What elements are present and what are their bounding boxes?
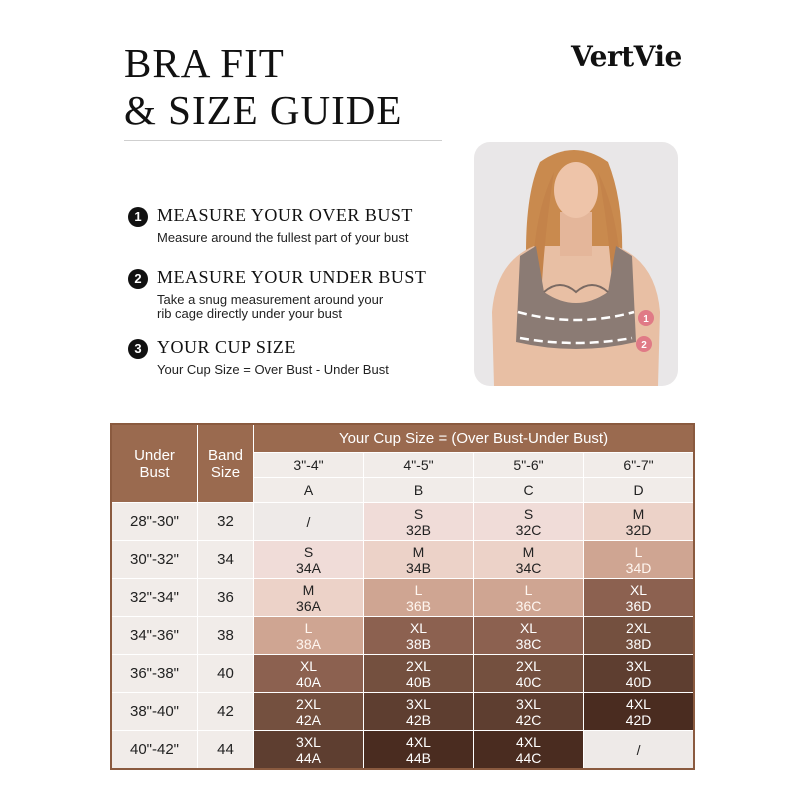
size-code: 40A [296, 673, 321, 690]
size-cell [474, 541, 584, 579]
marker-2-label: 2 [641, 340, 647, 351]
size-label: 3XL [626, 657, 651, 674]
table-row [112, 503, 694, 541]
table-row [112, 693, 694, 731]
size-cell [584, 579, 694, 617]
step-3-number-icon: 3 [128, 339, 148, 359]
step-1-number-icon: 1 [128, 207, 148, 227]
marker-1-label: 1 [643, 314, 649, 325]
size-label: / [306, 513, 311, 530]
size-label: 2XL [296, 695, 321, 712]
band-size-cell: 42 [198, 693, 254, 731]
table-row [112, 655, 694, 693]
under-bust-cell: 28"-30" [112, 503, 198, 541]
table-row [112, 731, 694, 769]
step-3-title: YOUR CUP SIZE [157, 337, 296, 357]
size-cell [584, 541, 694, 579]
under-bust-cell: 38"-40" [112, 693, 198, 731]
size-code: 38C [515, 635, 542, 652]
size-cell [584, 731, 694, 769]
size-label: 2XL [516, 657, 541, 674]
title-line-2: & SIZE GUIDE [124, 87, 403, 133]
size-cell [364, 655, 474, 693]
under-bust-cell: 34"-36" [112, 617, 198, 655]
title-line-1: BRA FIT [124, 40, 285, 86]
size-cell [364, 693, 474, 731]
cup-letter-header: C [474, 478, 584, 503]
size-cell [254, 731, 364, 769]
size-cell [584, 655, 694, 693]
size-label: L [414, 581, 423, 598]
size-code: 34C [515, 559, 542, 576]
size-label: M [522, 543, 535, 560]
size-label: 3XL [516, 695, 541, 712]
cup-range-header: 4"-5" [364, 453, 474, 478]
cup-letter-header: D [584, 478, 694, 503]
under-bust-cell: 30"-32" [112, 541, 198, 579]
size-label: M [632, 505, 645, 522]
size-code: 36D [625, 597, 652, 614]
under-bust-cell: 32"-34" [112, 579, 198, 617]
size-label: S [303, 543, 314, 560]
size-label: XL [629, 581, 648, 598]
cup-letter-header: A [254, 478, 364, 503]
size-chart-body [112, 503, 694, 769]
size-label: S [523, 505, 534, 522]
cup-range-header: 3"-4" [254, 453, 364, 478]
size-cell [364, 579, 474, 617]
size-cell [584, 693, 694, 731]
band-size-cell: 36 [198, 579, 254, 617]
size-cell [474, 731, 584, 769]
size-code: 32C [515, 521, 542, 538]
size-code: 34D [625, 559, 652, 576]
size-cell [254, 579, 364, 617]
size-label: L [634, 543, 643, 560]
size-code: 44B [406, 749, 431, 766]
size-label: / [636, 741, 641, 758]
size-cell [474, 617, 584, 655]
step-2-number-icon: 2 [128, 269, 148, 289]
size-cell [474, 655, 584, 693]
size-label: M [412, 543, 425, 560]
size-code: 32D [625, 521, 652, 538]
table-row [112, 541, 694, 579]
size-label: XL [519, 619, 538, 636]
size-cell [364, 617, 474, 655]
brand-logo: VertVie [571, 40, 682, 73]
size-cell [584, 503, 694, 541]
under-bust-cell: 40"-42" [112, 731, 198, 769]
band-size-cell: 44 [198, 731, 254, 769]
band-size-cell: 40 [198, 655, 254, 693]
band-size-cell: 38 [198, 617, 254, 655]
band-size-header: Band Size [198, 425, 254, 503]
size-code: 40C [515, 673, 542, 690]
size-cell [364, 541, 474, 579]
size-label: 4XL [516, 733, 541, 750]
divider [124, 140, 442, 141]
step-2-description: Take a snug measurement around your rib cage directly under your bust [157, 292, 384, 321]
size-label: 3XL [406, 695, 431, 712]
size-code: 36B [406, 597, 431, 614]
step-2-title: MEASURE YOUR UNDER BUST [157, 267, 427, 287]
size-code: 36A [296, 597, 321, 614]
size-chart-table [111, 424, 694, 769]
size-cell [364, 731, 474, 769]
size-cell [364, 503, 474, 541]
size-cell [254, 503, 364, 541]
size-code: 32B [406, 521, 431, 538]
band-size-cell: 32 [198, 503, 254, 541]
size-cell [254, 617, 364, 655]
size-code: 42D [625, 711, 652, 728]
size-code: 38D [625, 635, 652, 652]
size-cell [474, 503, 584, 541]
under-bust-header: Under Bust [112, 425, 198, 503]
size-cell [584, 617, 694, 655]
size-code: 40D [625, 673, 652, 690]
size-label: 3XL [296, 733, 321, 750]
size-label: S [413, 505, 424, 522]
model-photo [474, 142, 678, 386]
model-illustration [474, 142, 678, 386]
size-label: M [302, 581, 315, 598]
size-label: 4XL [626, 695, 651, 712]
size-cell [474, 693, 584, 731]
step-3-description: Your Cup Size = Over Bust - Under Bust [157, 362, 389, 377]
size-code: 42C [515, 711, 542, 728]
size-code: 38A [296, 635, 321, 652]
size-label: XL [299, 657, 318, 674]
size-code: 38B [406, 635, 431, 652]
table-row [112, 579, 694, 617]
size-code: 42B [406, 711, 431, 728]
step-1-description: Measure around the fullest part of your bust [157, 230, 409, 245]
size-code: 34A [296, 559, 321, 576]
size-code: 44C [515, 749, 542, 766]
size-label: L [304, 619, 313, 636]
page-title [124, 40, 402, 134]
cup-range-header: 5"-6" [474, 453, 584, 478]
size-code: 34B [406, 559, 431, 576]
size-label: XL [409, 619, 428, 636]
cup-size-header: Your Cup Size = (Over Bust-Under Bust) [254, 425, 694, 453]
cup-range-header: 6"-7" [584, 453, 694, 478]
size-label: 2XL [406, 657, 431, 674]
size-code: 40B [406, 673, 431, 690]
table-row [112, 617, 694, 655]
size-code: 44A [296, 749, 321, 766]
size-code: 36C [515, 597, 542, 614]
step-1-title: MEASURE YOUR OVER BUST [157, 205, 413, 225]
size-label: 4XL [406, 733, 431, 750]
under-bust-cell: 36"-38" [112, 655, 198, 693]
size-cell [474, 579, 584, 617]
size-label: L [524, 581, 533, 598]
size-cell [254, 541, 364, 579]
size-code: 42A [296, 711, 321, 728]
size-cell [254, 693, 364, 731]
cup-letter-header: B [364, 478, 474, 503]
band-size-cell: 34 [198, 541, 254, 579]
size-label: 2XL [626, 619, 651, 636]
size-cell [254, 655, 364, 693]
